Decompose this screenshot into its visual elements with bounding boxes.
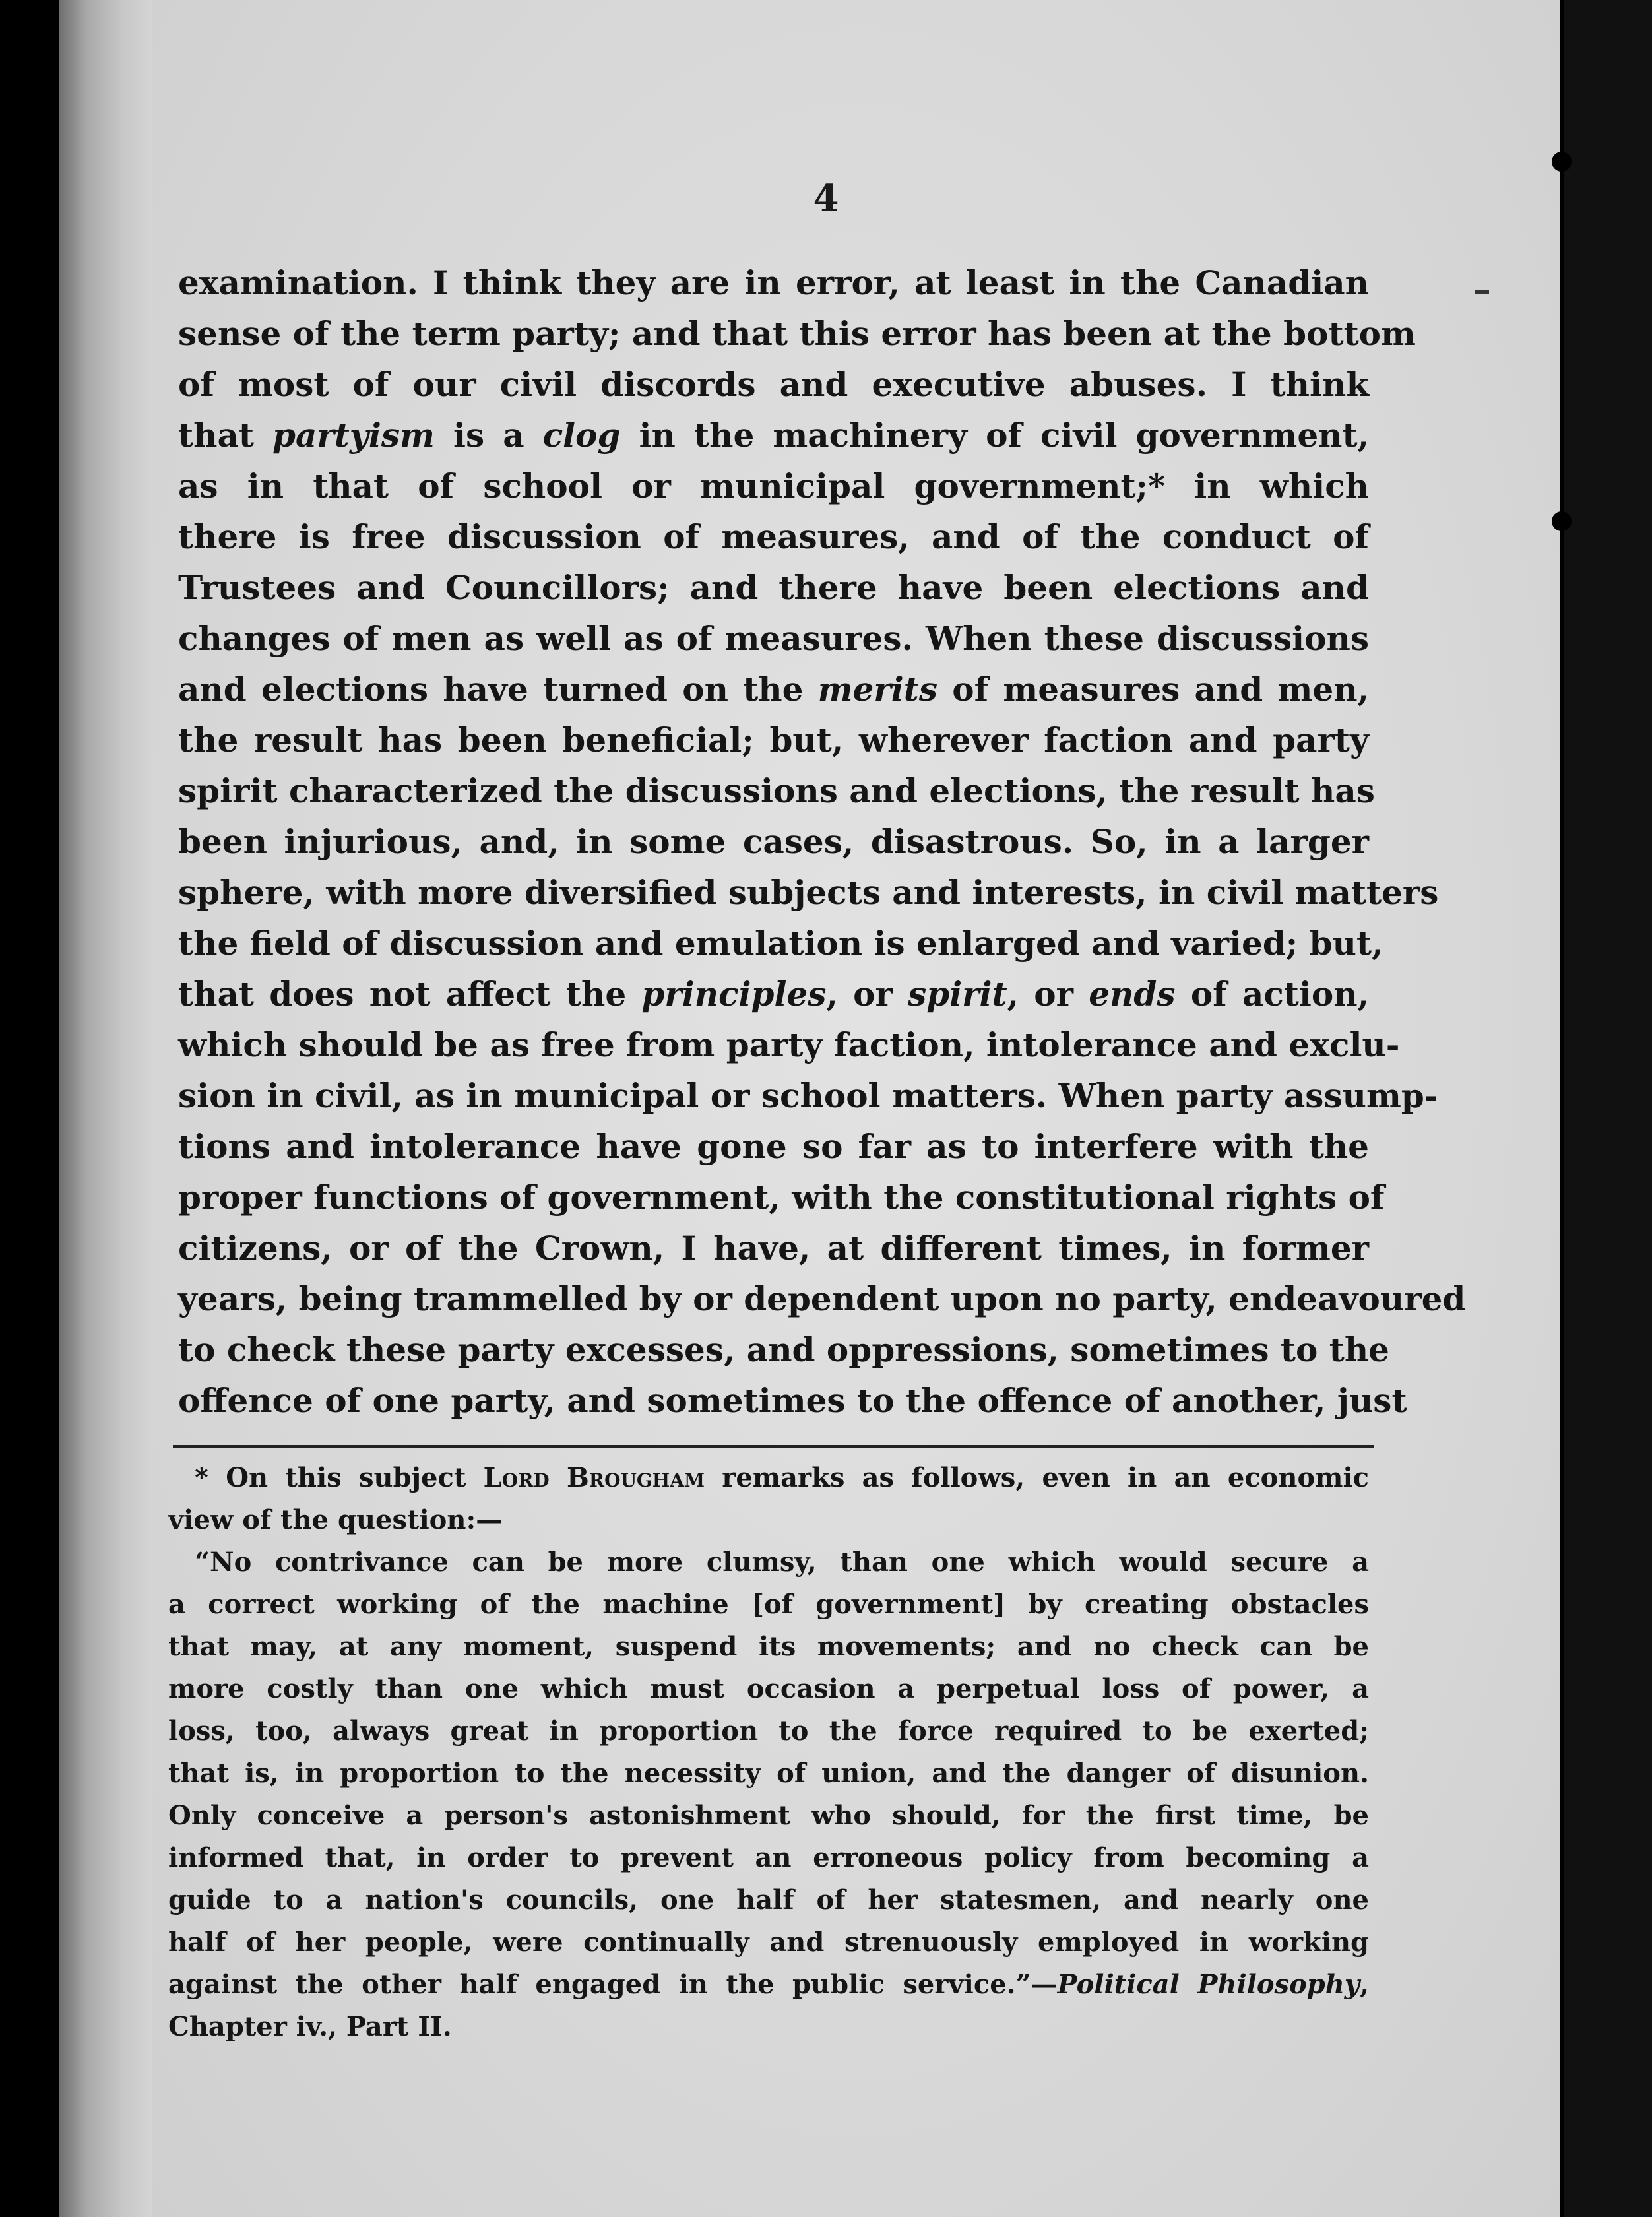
body-line [178,1172,1385,1223]
footnote-quote-line: more costly than one which must occasion a perpetual loss of power, a [168,1673,1369,1704]
body-line [178,1223,1369,1273]
body-text-run: is a [434,416,543,455]
footnote-last-line [168,1964,1369,2006]
footnote-quote-line: a correct working of the machine [of government] by creating obstacles [168,1589,1369,1620]
footnote-quote-line: half of her people, were continually and strenuously employed in working [168,1927,1369,1958]
body-text-run: of most of our civil discords and executive abuses. I think [178,365,1369,404]
footnote-intro [168,1457,1369,1499]
body-text-run: in the machinery of civil government, [620,416,1370,455]
emphasis: ends [1089,975,1176,1013]
footnote-quote-line: that is, in proportion to the necessity of union, and the danger of disunion. [168,1758,1369,1789]
page-number: 4 [813,177,839,220]
body-text-run: there is free discussion of measures, and of the conduct of [178,517,1369,556]
footnote-quote-line: that may, at any moment, suspend its movements; and no check can be [168,1631,1369,1662]
footnote-author: Lord Brougham [483,1462,705,1493]
citation-title: Political Philosophy [1057,1969,1360,2000]
body-text-run: that [178,416,273,455]
body-line [178,359,1369,410]
scan-left-shadow [59,0,152,2217]
footnote [168,1457,1369,2048]
body-text-run: proper functions of government, with the constitutional rights of [178,1178,1385,1217]
body-line [178,664,1369,715]
footnote-intro-text: remarks as follows, even in an economic [704,1462,1369,1493]
body-line [178,715,1369,765]
body-text-run: that does not affect the [178,975,642,1013]
body-line [178,867,1439,918]
emphasis: partyism [272,416,435,455]
body-line [178,1273,1466,1324]
body-text [178,257,1466,1426]
body-text-run: sphere, with more diversified subjects and interests, in civil matters [178,873,1439,912]
emphasis: clog [542,416,621,455]
scan-right-margin [1560,0,1652,2217]
citation-chapter: Chapter iv., Part II. [168,2011,452,2042]
citation-punct: , [1360,1969,1369,2000]
footnote-quote [168,1541,1369,1964]
body-line [178,1019,1400,1070]
body-text-run: tions and intolerance have gone so far as to interfere with the [178,1127,1369,1166]
body-line [178,257,1369,308]
body-line [178,562,1369,613]
footnote-intro-text: * On this subject [195,1462,484,1493]
body-line [178,1070,1438,1121]
body-line [178,511,1369,562]
body-text-run: the result has been beneficial; but, wherever faction and party [178,721,1369,759]
margin-mark [1475,290,1489,294]
footnote-quote-line: informed that, in order to prevent an erroneous policy from becoming a [168,1842,1369,1873]
binding-mark [1552,511,1572,531]
footnote-rule [173,1445,1374,1448]
body-text-run: examination. I think they are in error, at least in the Canadian [178,263,1369,302]
body-text-run: , or [826,975,908,1013]
footnote-quote-end: against the other half engaged in the public service.”— [168,1969,1058,2000]
body-text-run: changes of men as well as of measures. When these discussions [178,619,1369,658]
binding-mark [1552,152,1572,172]
emphasis: principles [641,975,827,1013]
body-text-run: which should be as free from party faction, intolerance and exclu- [178,1025,1400,1064]
body-text-run: the field of discussion and emulation is enlarged and varied; but, [178,924,1383,963]
body-text-run: to check these party excesses, and oppressions, sometimes to the [178,1330,1389,1369]
body-line [178,308,1416,359]
body-text-run: , or [1007,975,1089,1013]
body-text-run: of action, [1175,975,1369,1013]
body-text-run: been injurious, and, in some cases, disastrous. So, in a larger [178,822,1369,861]
emphasis: spirit [908,975,1007,1013]
body-text-run: sion in civil, as in municipal or school matters. When party assump- [178,1076,1438,1115]
body-line [178,765,1375,816]
body-line [178,410,1369,461]
body-line [178,461,1369,511]
body-text-run: Trustees and Councillors; and there have been elections and [178,568,1369,607]
footnote-quote-line: loss, too, always great in proportion to the force required to be exerted; [168,1716,1369,1747]
body-line [178,918,1383,969]
body-line [178,969,1369,1019]
body-text-run: sense of the term party; and that this error has been at the bottom [178,314,1416,353]
body-text-run: and elections have turned on the [178,670,818,709]
footnote-intro-line2: view of the question:— [168,1504,503,1535]
body-text-run: as in that of school or municipal government;* in which [178,466,1369,505]
scan-left-margin [0,0,59,2217]
footnote-quote-line: “No contrivance can be more clumsy, than one which would secure a [195,1547,1369,1578]
body-text-run: years, being trammelled by or dependent upon no party, endeavoured [178,1279,1466,1318]
body-line [178,1324,1389,1375]
body-text-run: spirit characterized the discussions and elections, the result has [178,771,1375,810]
binding-edge [1560,0,1564,2217]
body-text-run: offence of one party, and sometimes to the offence of another, just [178,1381,1407,1420]
body-line [178,1375,1407,1426]
emphasis: merits [817,670,938,709]
body-line [178,1121,1369,1172]
footnote-quote-line: Only conceive a person's astonishment who should, for the first time, be [168,1800,1369,1831]
body-line [178,613,1369,664]
body-text-run: citizens, or of the Crown, I have, at different times, in former [178,1229,1369,1268]
body-text-run: of measures and men, [937,670,1369,709]
body-line [178,816,1369,867]
footnote-quote-line: guide to a nation's councils, one half of her statesmen, and nearly one [168,1884,1369,1915]
